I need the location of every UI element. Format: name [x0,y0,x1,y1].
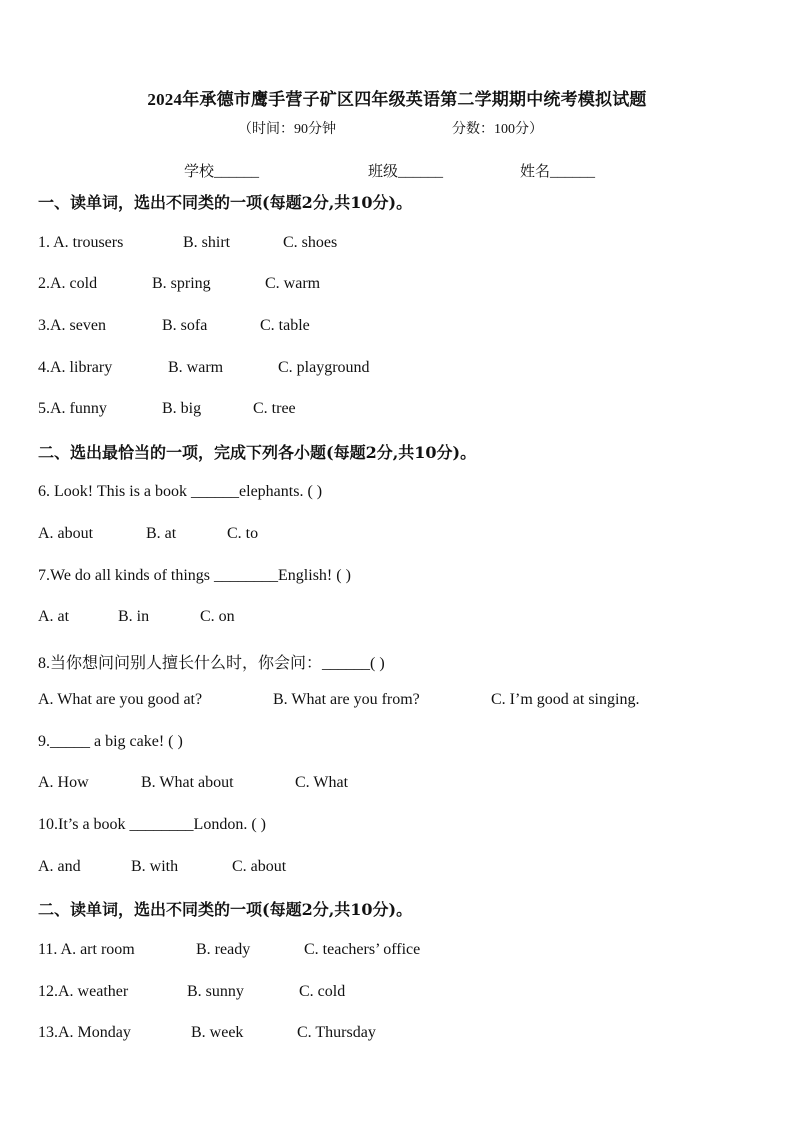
section-heading-1: 一、读单词，选出不同类的一项(每题2分,共10分)。 [38,193,413,212]
page-title: 2024年承德市鹰手营子矿区四年级英语第二学期期中统考模拟试题 [147,90,647,109]
option-a: A. What are you good at? [38,691,203,708]
option-a: 1. A. trousers [38,234,124,251]
name-field: 姓名______ [520,164,596,180]
option-a: 12.A. weather [38,983,129,1000]
option-a: 3.A. seven [38,317,106,334]
option-a: A. about [38,525,94,542]
option-c: C. teachers’ office [304,941,421,958]
option-c: C. on [200,608,235,625]
question-6-stem: 6. Look! This is a book ______elephants. ( ) [38,483,323,500]
option-a: 2.A. cold [38,275,98,292]
question-4 [38,359,758,379]
option-a: 5.A. funny [38,400,107,417]
question-1 [38,234,758,254]
section-heading-3: 二、读单词，选出不同类的一项(每题2分,共10分)。 [38,900,413,919]
option-a: A. at [38,608,70,625]
option-c: C. warm [265,275,321,292]
question-9-options [38,774,758,794]
class-field: 班级______ [368,164,444,180]
question-11 [38,941,758,961]
option-b: B. big [162,400,202,417]
option-c: C. I’m good at singing. [491,691,640,708]
option-a: 4.A. library [38,359,113,376]
exam-time: （时间：90分钟 [238,122,336,137]
option-b: B. What about [141,774,234,791]
school-field: 学校______ [184,164,260,180]
question-8-options [38,691,758,711]
option-b: B. shirt [183,234,231,251]
option-b: B. sunny [187,983,244,1000]
option-c: C. What [295,774,349,791]
question-2 [38,275,758,295]
question-12 [38,983,758,1003]
option-b: B. week [191,1024,244,1041]
question-9-stem: 9._____ a big cake! ( ) [38,733,183,750]
question-8-stem: 8.当你想问问别人擅长什么时，你会问：______( ) [38,655,385,672]
option-c: C. tree [253,400,296,417]
option-b: B. in [118,608,150,625]
option-b: B. with [131,858,179,875]
option-b: B. sofa [162,317,208,334]
option-b: B. spring [152,275,211,292]
option-c: C. to [227,525,259,542]
option-a: 11. A. art room [38,941,135,958]
option-c: C. Thursday [297,1024,376,1041]
question-7-options [38,608,758,628]
option-a: A. How [38,774,89,791]
question-10-options [38,858,758,878]
option-b: B. What are you from? [273,691,420,708]
option-c: C. playground [278,359,370,376]
question-6-options [38,525,758,545]
option-a: 13.A. Monday [38,1024,131,1041]
option-a: A. and [38,858,81,875]
option-b: B. ready [196,941,251,958]
option-b: B. warm [168,359,224,376]
question-13 [38,1024,758,1044]
exam-score: 分数：100分） [452,122,543,137]
question-3 [38,317,758,337]
section-heading-2: 二、选出最恰当的一项，完成下列各小题(每题2分,共10分)。 [38,443,477,462]
option-b: B. at [146,525,177,542]
option-c: C. shoes [283,234,338,251]
option-c: C. table [260,317,310,334]
question-7-stem: 7.We do all kinds of things ________English! ( ) [38,567,351,584]
question-5 [38,400,758,420]
option-c: C. about [232,858,287,875]
option-c: C. cold [299,983,346,1000]
question-10-stem: 10.It’s a book ________London. ( ) [38,816,266,833]
